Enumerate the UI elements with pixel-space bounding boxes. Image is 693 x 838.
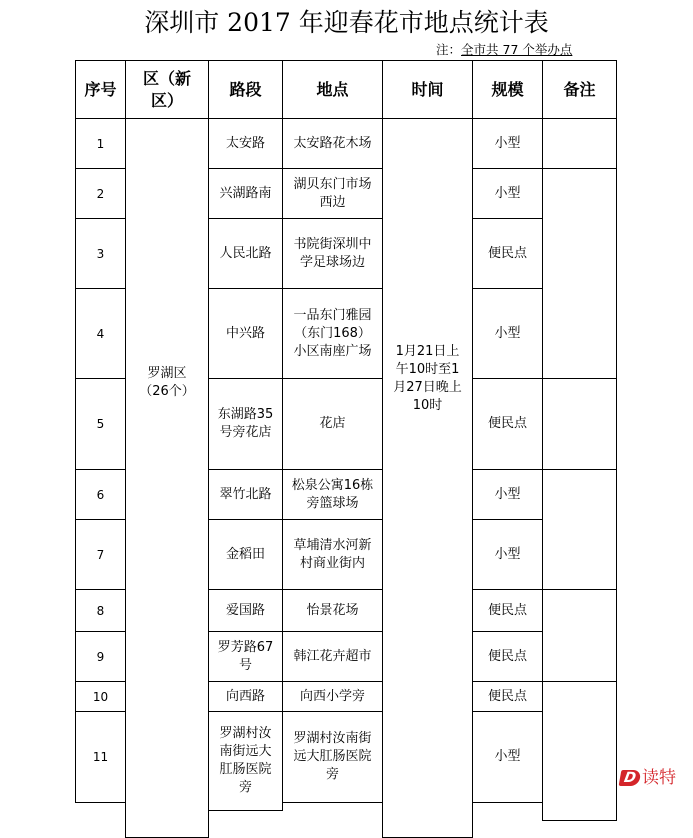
row-7-road: 金稻田: [208, 519, 283, 590]
row-6-index: 6: [75, 469, 126, 520]
remarks-cell: [542, 118, 617, 169]
row-4-road: 中兴路: [208, 288, 283, 379]
row-11-road: 罗湖村汝南街远大肛肠医院旁: [208, 711, 283, 811]
remarks-cell: [542, 168, 617, 379]
row-8-location: 怡景花场: [282, 589, 383, 632]
remarks-cell: [542, 681, 617, 821]
remarks-cell: [542, 378, 617, 470]
row-9-location: 韩江花卉超市: [282, 631, 383, 682]
row-11-scale: 小型: [472, 711, 543, 803]
document-title: 深圳市 2017 年迎春花市地点统计表: [144, 8, 549, 37]
row-10-index: 10: [75, 681, 126, 712]
row-6-road: 翠竹北路: [208, 469, 283, 520]
row-5-location: 花店: [282, 378, 383, 470]
row-8-index: 8: [75, 589, 126, 632]
row-10-road: 向西路: [208, 681, 283, 712]
row-11-location: 罗湖村汝南街远大肛肠医院旁: [282, 711, 383, 803]
header-district: 区（新区）: [125, 60, 209, 119]
district-cell: 罗湖区（26个）: [125, 118, 209, 838]
row-5-index: 5: [75, 378, 126, 470]
time-cell: 1月21日上午10时至1月27日晚上10时: [382, 118, 473, 838]
row-6-location: 松泉公寓16栋旁篮球场: [282, 469, 383, 520]
row-3-location: 书院街深圳中学足球场边: [282, 218, 383, 289]
row-7-index: 7: [75, 519, 126, 590]
row-2-scale: 小型: [472, 168, 543, 219]
row-8-scale: 便民点: [472, 589, 543, 632]
row-9-road: 罗芳路67号: [208, 631, 283, 682]
header-remarks: 备注: [542, 60, 617, 119]
row-9-scale: 便民点: [472, 631, 543, 682]
remarks-cell: [542, 469, 617, 590]
row-7-scale: 小型: [472, 519, 543, 590]
row-5-road: 东湖路35号旁花店: [208, 378, 283, 470]
row-6-scale: 小型: [472, 469, 543, 520]
row-8-road: 爱国路: [208, 589, 283, 632]
row-1-index: 1: [75, 118, 126, 169]
header-scale: 规模: [472, 60, 543, 119]
row-3-road: 人民北路: [208, 218, 283, 289]
header-index: 序号: [75, 60, 126, 119]
remarks-cell: [542, 589, 617, 682]
row-11-index: 11: [75, 711, 126, 803]
dute-brand-text: 读特: [642, 768, 676, 788]
row-1-road: 太安路: [208, 118, 283, 169]
row-4-location: 一品东门雅园（东门168）小区南座广场: [282, 288, 383, 379]
row-3-index: 3: [75, 218, 126, 289]
row-7-location: 草埔清水河新村商业街内: [282, 519, 383, 590]
row-1-location: 太安路花木场: [282, 118, 383, 169]
row-10-location: 向西小学旁: [282, 681, 383, 712]
row-2-location: 湖贝东门市场西边: [282, 168, 383, 219]
dute-watermark: [620, 768, 676, 788]
note-prefix: 注：: [436, 42, 462, 57]
dute-logo-icon: D: [619, 770, 642, 786]
row-2-index: 2: [75, 168, 126, 219]
row-1-scale: 小型: [472, 118, 543, 169]
row-4-index: 4: [75, 288, 126, 379]
row-10-scale: 便民点: [472, 681, 543, 712]
header-time: 时间: [382, 60, 473, 119]
note-text: 全市共 77 个举办点: [461, 42, 573, 57]
row-4-scale: 小型: [472, 288, 543, 379]
flower-market-table: [75, 60, 617, 820]
row-9-index: 9: [75, 631, 126, 682]
total-count-note: [436, 42, 572, 58]
row-3-scale: 便民点: [472, 218, 543, 289]
header-road: 路段: [208, 60, 283, 119]
header-location: 地点: [282, 60, 383, 119]
row-2-road: 兴湖路南: [208, 168, 283, 219]
row-5-scale: 便民点: [472, 378, 543, 470]
